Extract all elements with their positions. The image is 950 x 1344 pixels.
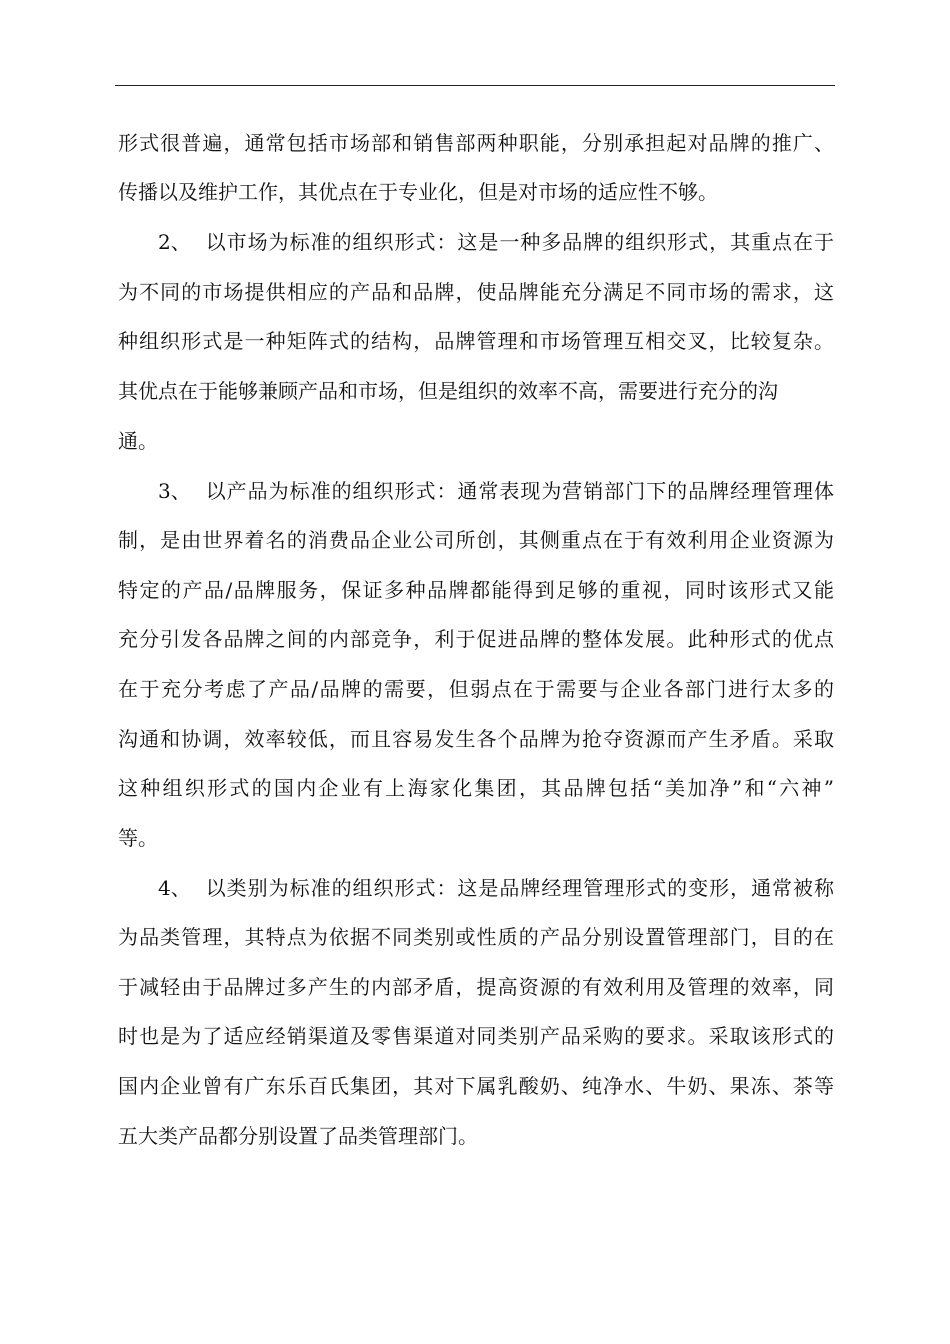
paragraph-3-line-7: 这种组织形式的国内企业有上海家化集团，其品牌包括“美加净”和“六神” [118, 776, 834, 800]
paragraph-3-line-3: 特定的产品/品牌服务，保证多种品牌都能得到足够的重视，同时该形式又能 [118, 578, 834, 602]
paragraph-2-line-1 [158, 227, 834, 257]
paragraph-2-line-2: 为不同的市场提供相应的产品和品牌，使品牌能充分满足不同市场的需求，这 [118, 280, 834, 304]
paragraph-3-number: 3、 [158, 479, 191, 503]
paragraph-1-line-1: 形式很普遍，通常包括市场部和销售部两种职能，分别承担起对品牌的推广、 [118, 131, 834, 155]
paragraph-3-line-4: 充分引发各品牌之间的内部竞争，利于促进品牌的整体发展。此种形式的优点 [118, 627, 834, 651]
paragraph-4-line-2: 为品类管理，其特点为依据不同类别或性质的产品分别设置管理部门，目的在 [118, 925, 834, 949]
paragraph-3-line-5: 在于充分考虑了产品/品牌的需要，但弱点在于需要与企业各部门进行太多的 [118, 677, 834, 701]
paragraph-3-line-1 [158, 476, 834, 506]
paragraph-3-line-6: 沟通和协调，效率较低，而且容易发生各个品牌为抢夺资源而产生矛盾。采取 [118, 727, 834, 751]
paragraph-2-line-1-text: 以市场为标准的组织形式：这是一种多品牌的组织形式，其重点在于 [204, 230, 834, 254]
paragraph-3-line-8: 等。 [118, 826, 158, 850]
paragraph-2-line-5: 通。 [118, 429, 158, 453]
paragraph-1-line-2: 传播以及维护工作，其优点在于专业化，但是对市场的适应性不够。 [118, 180, 718, 204]
paragraph-4-line-1-text: 以类别为标准的组织形式：这是品牌经理管理形式的变形，通常被称 [204, 876, 834, 900]
paragraph-3-line-2: 制，是由世界着名的消费品企业公司所创，其侧重点在于有效利用企业资源为 [118, 528, 834, 552]
paragraph-4-line-5: 国内企业曾有广东乐百氏集团，其对下属乳酸奶、纯净水、牛奶、果冻、茶等 [118, 1074, 834, 1098]
paragraph-4-line-1 [158, 873, 834, 903]
paragraph-4-number: 4、 [158, 876, 191, 900]
header-rule [115, 85, 835, 86]
paragraph-4-line-6: 五大类产品都分别设置了品类管理部门。 [118, 1124, 478, 1148]
paragraph-2-line-4: 其优点在于能够兼顾产品和市场，但是组织的效率不高，需要进行充分的沟 [118, 379, 778, 403]
paragraph-2-line-3: 种组织形式是一种矩阵式的结构，品牌管理和市场管理互相交叉，比较复杂。 [118, 329, 834, 353]
paragraph-4-line-3: 于减轻由于品牌过多产生的内部矛盾，提高资源的有效利用及管理的效率，同 [118, 975, 834, 999]
paragraph-4-line-4: 时也是为了适应经销渠道及零售渠道对同类别产品采购的要求。采取该形式的 [118, 1024, 834, 1048]
paragraph-3-line-1-text: 以产品为标准的组织形式：通常表现为营销部门下的品牌经理管理体 [204, 479, 834, 503]
paragraph-2-number: 2、 [158, 230, 191, 254]
